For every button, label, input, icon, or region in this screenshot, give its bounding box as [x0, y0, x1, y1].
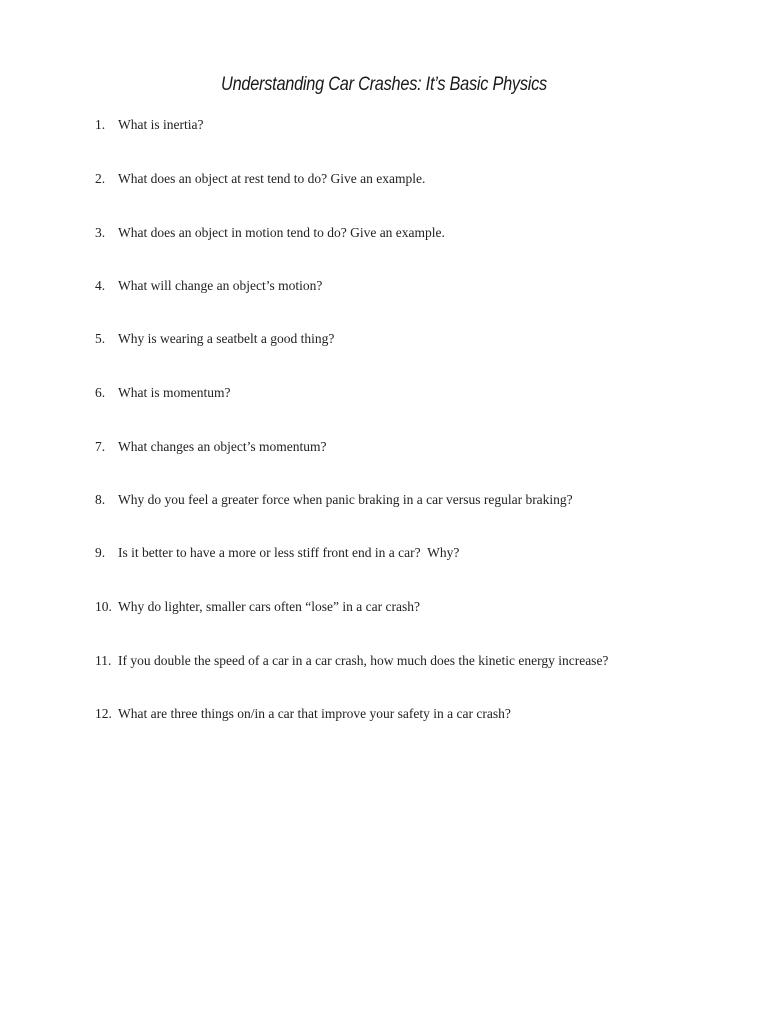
question-item — [95, 545, 459, 561]
page-title: Understanding Car Crashes: It’s Basic Physics — [221, 74, 547, 95]
question-number: 8. — [95, 492, 106, 507]
question-item — [95, 439, 326, 455]
question-item — [95, 706, 511, 722]
question-number: 10. — [95, 599, 112, 614]
question-item — [95, 599, 420, 615]
question-number: 2. — [95, 171, 106, 186]
question-item — [95, 492, 573, 508]
question-text: What changes an object’s momentum? — [118, 439, 327, 454]
question-number: 6. — [95, 385, 106, 400]
question-number: 3. — [95, 225, 106, 240]
question-number: 11. — [95, 653, 112, 668]
question-text: What does an object at rest tend to do? Give an example. — [118, 171, 426, 186]
question-number: 1. — [95, 117, 106, 132]
question-item — [95, 331, 334, 347]
question-item — [95, 225, 445, 241]
question-item — [95, 385, 230, 401]
question-item — [95, 117, 203, 133]
question-text: What are three things on/in a car that improve your safety in a car crash? — [118, 706, 511, 721]
question-text: What will change an object’s motion? — [118, 278, 323, 293]
question-text: Why is wearing a seatbelt a good thing? — [118, 331, 335, 346]
question-text: Why do lighter, smaller cars often “lose” in a car crash? — [118, 599, 420, 614]
question-number: 9. — [95, 545, 106, 560]
question-item — [95, 653, 608, 669]
question-text: Why do you feel a greater force when panic braking in a car versus regular braking? — [118, 492, 573, 507]
question-number: 12. — [95, 706, 112, 721]
question-text: What is momentum? — [118, 385, 231, 400]
question-text: If you double the speed of a car in a car crash, how much does the kinetic energy increase? — [118, 653, 609, 668]
question-text: Is it better to have a more or less stiff front end in a car? Why? — [118, 545, 460, 560]
question-number: 5. — [95, 331, 106, 346]
question-text: What is inertia? — [118, 117, 204, 132]
question-item — [95, 278, 322, 294]
question-number: 4. — [95, 278, 106, 293]
question-number: 7. — [95, 439, 106, 454]
question-item — [95, 171, 425, 187]
question-text: What does an object in motion tend to do? Give an example. — [118, 225, 445, 240]
